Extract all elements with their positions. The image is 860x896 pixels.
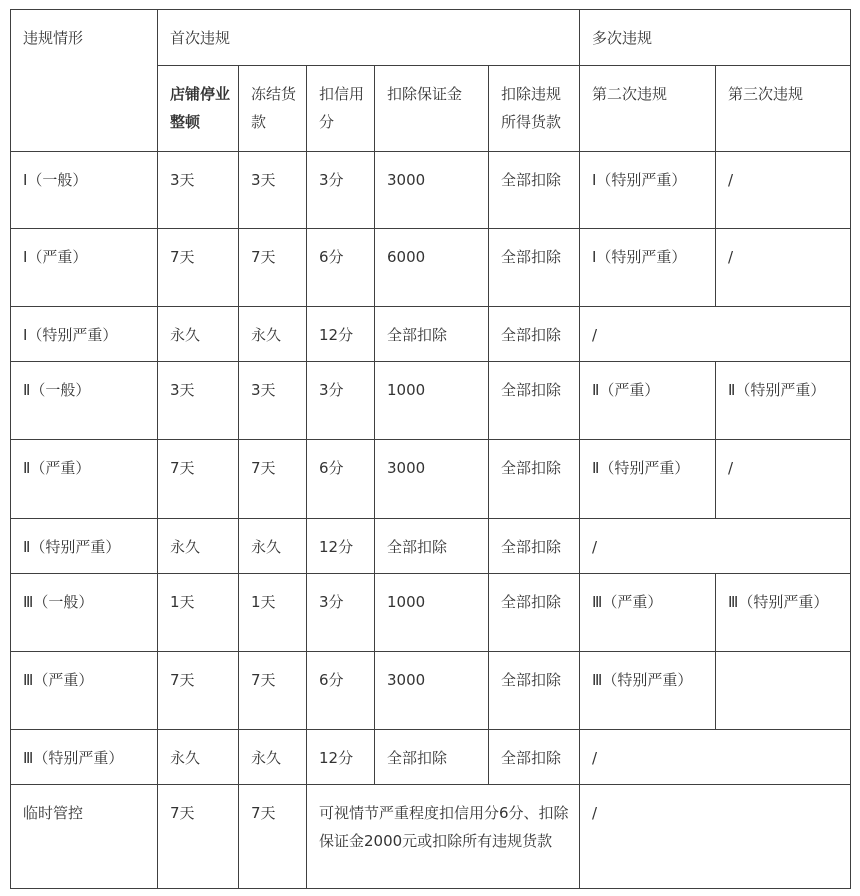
cell-store-suspension: 永久 xyxy=(158,307,239,362)
cell-deduct-income: 全部扣除 xyxy=(489,307,580,362)
header-third-violation: 第三次违规 xyxy=(716,66,851,152)
cell-deduct-deposit: 1000 xyxy=(375,362,489,440)
cell-second-violation: Ⅰ（特别严重） xyxy=(580,152,716,229)
cell-second-violation: Ⅲ（特别严重） xyxy=(580,651,716,729)
cell-third-violation: Ⅱ（特别严重） xyxy=(716,362,851,440)
cell-second-violation: Ⅱ（严重） xyxy=(580,362,716,440)
header-deduct-deposit: 扣除保证金 xyxy=(375,66,489,152)
cell-freeze-payment: 1天 xyxy=(239,573,307,651)
cell-deduct-deposit: 全部扣除 xyxy=(375,518,489,573)
cell-deduct-credit: 12分 xyxy=(307,729,375,784)
cell-second-violation: Ⅱ（特别严重） xyxy=(580,440,716,518)
cell-deduct-deposit: 6000 xyxy=(375,229,489,307)
cell-deduct-deposit: 3000 xyxy=(375,440,489,518)
cell-situation: Ⅱ（一般） xyxy=(11,362,158,440)
header-first-violation: 首次违规 xyxy=(158,10,580,66)
cell-repeat-violation: / xyxy=(580,518,851,573)
cell-deduct-credit: 3分 xyxy=(307,152,375,229)
table-row xyxy=(11,729,851,784)
header-store-suspension: 店铺停业整顿 xyxy=(158,66,239,152)
cell-repeat-violation: / xyxy=(580,729,851,784)
cell-second-violation: Ⅰ（特别严重） xyxy=(580,229,716,307)
cell-situation: Ⅰ（严重） xyxy=(11,229,158,307)
cell-third-violation: / xyxy=(716,229,851,307)
cell-deduct-credit: 12分 xyxy=(307,307,375,362)
cell-third-violation: / xyxy=(716,440,851,518)
cell-freeze-payment: 永久 xyxy=(239,729,307,784)
cell-deduct-credit: 12分 xyxy=(307,518,375,573)
header-situation: 违规情形 xyxy=(11,10,158,152)
cell-deduct-deposit: 3000 xyxy=(375,152,489,229)
header-row-1 xyxy=(11,10,851,66)
header-second-violation: 第二次违规 xyxy=(580,66,716,152)
cell-third-violation: Ⅲ（特别严重） xyxy=(716,573,851,651)
cell-deduct-credit: 3分 xyxy=(307,573,375,651)
cell-situation: Ⅰ（特别严重） xyxy=(11,307,158,362)
cell-situation: Ⅰ（一般） xyxy=(11,152,158,229)
table-row xyxy=(11,573,851,651)
cell-deduct-credit: 3分 xyxy=(307,362,375,440)
cell-freeze-payment: 永久 xyxy=(239,307,307,362)
table-row xyxy=(11,152,851,229)
cell-third-violation: / xyxy=(716,152,851,229)
cell-store-suspension: 7天 xyxy=(158,440,239,518)
cell-deduct-income: 全部扣除 xyxy=(489,229,580,307)
cell-deduct-income: 全部扣除 xyxy=(489,440,580,518)
header-deduct-income: 扣除违规所得货款 xyxy=(489,66,580,152)
header-freeze-payment: 冻结货款 xyxy=(239,66,307,152)
cell-situation: Ⅱ（特别严重） xyxy=(11,518,158,573)
cell-deduct-income: 全部扣除 xyxy=(489,573,580,651)
cell-deduct-income: 全部扣除 xyxy=(489,152,580,229)
table-row xyxy=(11,229,851,307)
cell-situation: Ⅲ（一般） xyxy=(11,573,158,651)
cell-deduct-credit: 6分 xyxy=(307,651,375,729)
cell-penalty-description: 可视情节严重程度扣信用分6分、扣除保证金2000元或扣除所有违规货款 xyxy=(307,784,580,888)
header-multiple-violations: 多次违规 xyxy=(580,10,851,66)
cell-deduct-deposit: 全部扣除 xyxy=(375,307,489,362)
cell-second-violation: Ⅲ（严重） xyxy=(580,573,716,651)
cell-deduct-income: 全部扣除 xyxy=(489,362,580,440)
cell-deduct-income: 全部扣除 xyxy=(489,729,580,784)
cell-repeat-violation: / xyxy=(580,307,851,362)
cell-store-suspension: 永久 xyxy=(158,729,239,784)
cell-store-suspension: 7天 xyxy=(158,229,239,307)
cell-store-suspension: 7天 xyxy=(158,651,239,729)
cell-store-suspension: 1天 xyxy=(158,573,239,651)
cell-freeze-payment: 永久 xyxy=(239,518,307,573)
cell-situation: 临时管控 xyxy=(11,784,158,888)
cell-deduct-credit: 6分 xyxy=(307,229,375,307)
cell-store-suspension: 永久 xyxy=(158,518,239,573)
cell-deduct-deposit: 3000 xyxy=(375,651,489,729)
cell-third-violation xyxy=(716,651,851,729)
cell-store-suspension: 3天 xyxy=(158,152,239,229)
table-row xyxy=(11,518,851,573)
cell-freeze-payment: 7天 xyxy=(239,440,307,518)
cell-deduct-deposit: 全部扣除 xyxy=(375,729,489,784)
table-row xyxy=(11,440,851,518)
cell-freeze-payment: 3天 xyxy=(239,362,307,440)
cell-deduct-deposit: 1000 xyxy=(375,573,489,651)
header-deduct-credit: 扣信用分 xyxy=(307,66,375,152)
table-row xyxy=(11,651,851,729)
table-row xyxy=(11,362,851,440)
table-row-temporary-control xyxy=(11,784,851,888)
cell-freeze-payment: 3天 xyxy=(239,152,307,229)
violation-penalty-table xyxy=(10,9,851,889)
cell-situation: Ⅲ（特别严重） xyxy=(11,729,158,784)
cell-situation: Ⅱ（严重） xyxy=(11,440,158,518)
cell-freeze-payment: 7天 xyxy=(239,229,307,307)
cell-deduct-credit: 6分 xyxy=(307,440,375,518)
cell-deduct-income: 全部扣除 xyxy=(489,651,580,729)
cell-repeat-violation: / xyxy=(580,784,851,888)
cell-store-suspension: 7天 xyxy=(158,784,239,888)
table-row xyxy=(11,307,851,362)
cell-freeze-payment: 7天 xyxy=(239,784,307,888)
cell-freeze-payment: 7天 xyxy=(239,651,307,729)
cell-situation: Ⅲ（严重） xyxy=(11,651,158,729)
cell-store-suspension: 3天 xyxy=(158,362,239,440)
cell-deduct-income: 全部扣除 xyxy=(489,518,580,573)
